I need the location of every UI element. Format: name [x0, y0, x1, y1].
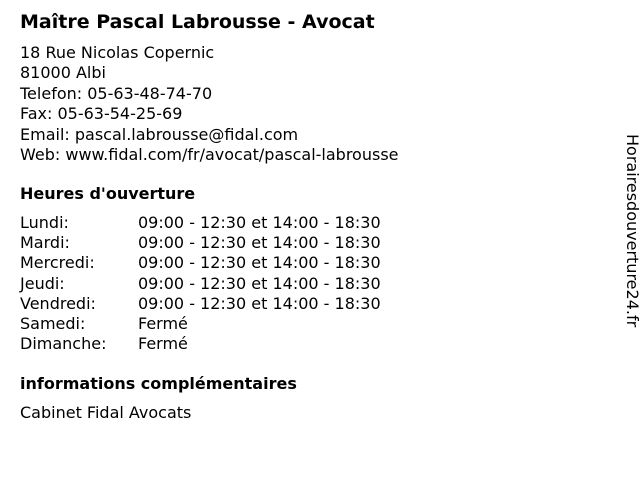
hours-value: Fermé [138, 313, 188, 333]
website-address: Web: www.fidal.com/fr/avocat/pascal-labrousse [20, 145, 399, 165]
additional-info-heading: informations complémentaires [20, 374, 297, 393]
hours-value: 09:00 - 12:30 et 14:00 - 18:30 [138, 213, 381, 232]
hours-value: 09:00 - 12:30 et 14:00 - 18:30 [138, 233, 381, 253]
day-label: Dimanche: [20, 334, 107, 354]
day-label: Mercredi: [20, 253, 95, 273]
hours-row-tuesday [20, 233, 381, 253]
additional-info-text: Cabinet Fidal Avocats [20, 403, 192, 422]
address-city: 81000 Albi [20, 63, 106, 83]
fax-number: Fax: 05-63-54-25-69 [20, 104, 183, 124]
day-label: Samedi: [20, 313, 86, 333]
opening-hours-heading: Heures d'ouverture [20, 184, 196, 203]
phone-number: Telefon: 05-63-48-74-70 [20, 83, 213, 103]
hours-value: Fermé [138, 334, 188, 354]
day-label: Mardi: [20, 233, 70, 253]
address-street: 18 Rue Nicolas Copernic [20, 43, 215, 62]
hours-row-saturday [20, 314, 381, 334]
email-address: Email: pascal.labrousse@fidal.com [20, 124, 299, 144]
site-watermark: Horairesdouverture24.fr [623, 134, 642, 328]
hours-row-thursday [20, 274, 381, 294]
day-label: Jeudi: [20, 273, 65, 293]
day-label: Lundi: [20, 213, 69, 232]
contact-block [20, 43, 399, 165]
hours-value: 09:00 - 12:30 et 14:00 - 18:30 [138, 273, 381, 293]
page-title: Maître Pascal Labrousse - Avocat [20, 11, 375, 33]
opening-hours-list [20, 213, 381, 354]
hours-row-sunday [20, 334, 381, 354]
hours-row-monday [20, 213, 381, 233]
hours-value: 09:00 - 12:30 et 14:00 - 18:30 [138, 293, 381, 313]
day-label: Vendredi: [20, 293, 96, 313]
hours-row-wednesday [20, 253, 381, 273]
hours-row-friday [20, 294, 381, 314]
hours-value: 09:00 - 12:30 et 14:00 - 18:30 [138, 253, 381, 273]
